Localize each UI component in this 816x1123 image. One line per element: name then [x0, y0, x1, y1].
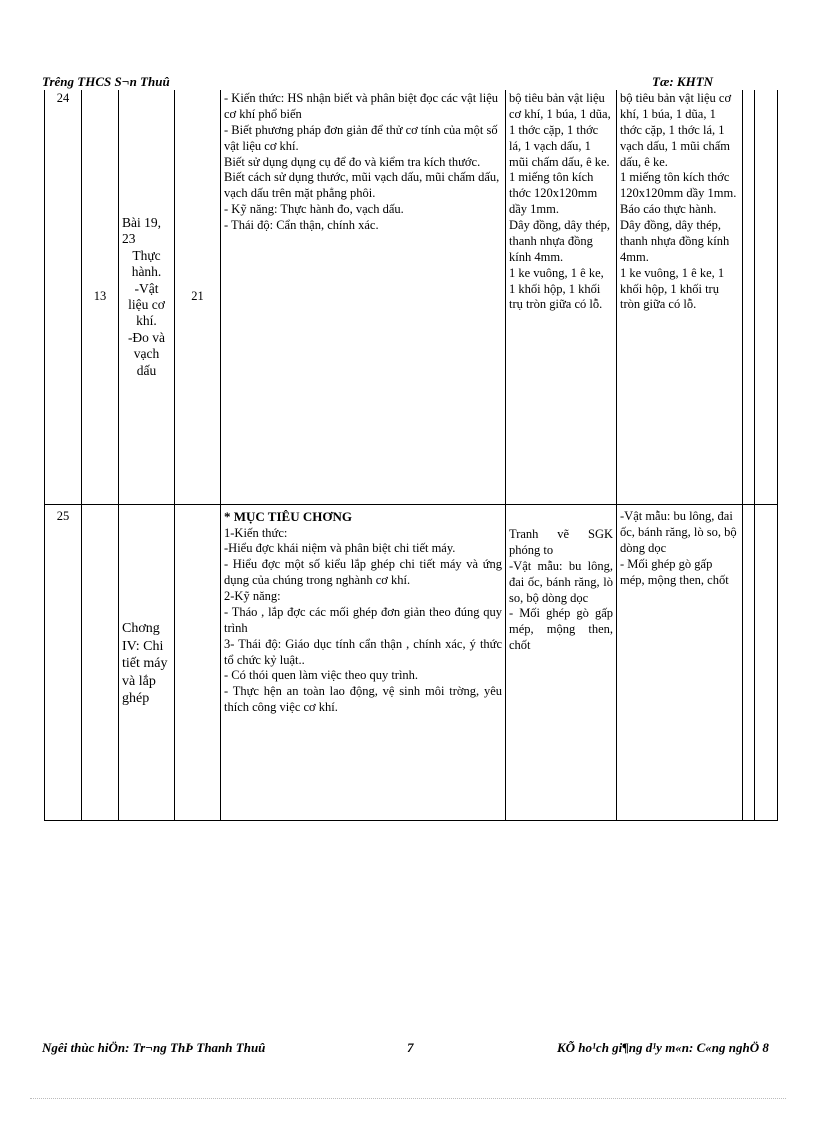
period-cell — [82, 505, 119, 821]
lesson-cell — [119, 505, 175, 821]
lesson-line: IV: Chi — [122, 638, 164, 654]
lesson-line: Bài 19, — [122, 214, 161, 230]
lesson-line: liệu cơ — [128, 297, 165, 312]
student-prep-cell — [617, 90, 743, 505]
prep-line: Báo cáo thực hành. — [620, 202, 717, 217]
goal-line: 1-Kiến thức: — [224, 525, 288, 540]
number-cell — [175, 505, 221, 821]
lesson-line: vạch — [133, 346, 160, 362]
prep-line: bộ tiêu bản vật liệu cơ khí, 1 búa, 1 dũa, 1 thớc cặp, 1 thớc lá, 1 vạch dấu, 1 mũi chấm dấu, ê ke. — [620, 91, 732, 169]
page-number: 7 — [407, 1040, 414, 1055]
plan-title: KÕ ho¹ch gi¶ng d¹y m«n: C«ng nghÖ 8 — [557, 1040, 769, 1055]
author-line: Ngêi thùc hiÖn: Tr¬ng ThÞ Thanh Thuû — [42, 1040, 266, 1055]
group-name: Tæ: KHTN — [652, 74, 714, 89]
week-cell: 25 — [45, 505, 82, 821]
lesson-line: 23 — [122, 231, 136, 247]
lesson-line: khí. — [136, 313, 157, 329]
goal-line: - Kiến thức: HS nhận biết và phân biệt đọc các vật liệu cơ khí phổ biến — [224, 91, 499, 121]
lesson-line: -Vật — [134, 280, 159, 296]
goal-line: - Hiểu đợc một số kiểu lắp ghép chi tiết máy và ứng dụng của chúng trong nghành cơ khí. — [224, 557, 502, 588]
prep-line: 1 miếng tôn kích thớc 120x120mm dầy 1mm. — [620, 170, 737, 201]
lesson-line: và lắp — [122, 673, 156, 689]
empty-cell — [743, 90, 755, 505]
prep-line: -Vật mẫu: bu lông, đai ốc, bánh răng, lò so, bộ dòng dọc — [620, 509, 737, 555]
prep-line: 1 miếng tôn kích thớc 120x120mm dầy 1mm. — [509, 170, 598, 217]
goal-line: - Có thói quen làm việc theo quy trình. — [224, 668, 419, 683]
goals-cell — [221, 505, 506, 821]
number-cell: 21 — [175, 90, 221, 505]
lesson-line: dấu — [136, 362, 157, 378]
goal-line: - Thái độ: Cẩn thận, chính xác. — [224, 218, 379, 232]
lesson-line: Thực — [132, 247, 161, 263]
footer-divider — [30, 1098, 786, 1099]
table-row — [45, 90, 778, 505]
table-row — [45, 505, 778, 821]
lesson-cell — [119, 90, 175, 505]
prep-line: Dây đồng, dây thép, thanh nhựa đồng kính 4mm. — [620, 218, 730, 264]
goal-line: 3- Thái độ: Giáo dục tính cẩn thận , chính xác, ý thức tổ chức kỷ luật.. — [224, 636, 502, 667]
prep-line: bộ tiêu bản vật liệu cơ khí, 1 búa, 1 dũa, 1 thớc cặp, 1 thớc lá, 1 vạch dấu, 1 mũi chấm dấu, ê ke. — [509, 91, 611, 169]
goal-line: Biết cách sử dụng thước, mũi vạch dấu, mũi chấm dấu, vạch dấu trên mặt phẳng phôi. — [224, 170, 500, 201]
empty-cell — [755, 505, 778, 821]
teacher-prep-cell — [506, 505, 617, 821]
goal-line: 2-Kỹ năng: — [224, 589, 281, 603]
period-cell: 13 — [82, 90, 119, 505]
teacher-prep-cell — [506, 90, 617, 505]
empty-cell — [755, 90, 778, 505]
lesson-line: Chơng — [122, 621, 160, 637]
prep-line: -Vật mẫu: bu lông, đai ốc, bánh răng, lò so, bộ dòng dọc — [509, 558, 613, 605]
week-cell: 24 — [45, 90, 82, 505]
lesson-line: hành. — [131, 264, 162, 280]
goal-line: - Thực hện an toàn lao động, vệ sinh môi trờng, yêu thích công việc cơ khí. — [224, 684, 502, 715]
lesson-line: tiết máy — [122, 656, 168, 672]
goal-line: - Biết phương pháp đơn giản để thử cơ tính của một số vật liệu cơ khí. — [224, 122, 498, 153]
lesson-line: -Đo và — [127, 329, 166, 345]
goal-line: -Hiểu đợc khái niệm và phân biệt chi tiết máy. — [224, 541, 456, 556]
prep-line: 1 ke vuông, 1 ê ke, 1 khối hộp, 1 khối trụ tròn giữa có lỗ. — [620, 265, 725, 312]
lesson-plan-table — [44, 90, 778, 821]
prep-line: - Mối ghép gò gấp mép, mộng then, chốt — [620, 556, 729, 587]
prep-line: Dây đồng, dây thép, thanh nhựa đồng kính 4mm. — [509, 218, 611, 264]
goal-line: - Kỹ năng: Thực hành đo, vạch dấu. — [224, 202, 404, 217]
goals-cell — [221, 90, 506, 505]
school-name: Trêng THCS S¬n Thuû — [42, 74, 170, 89]
goal-line: Biết sử dụng dụng cụ để đo và kiểm tra kích thước. — [224, 154, 481, 169]
goal-line: - Tháo , lắp đợc các mối ghép đơn giản theo đúng quy trình — [224, 604, 502, 635]
prep-line: 1 ke vuông, 1 ê ke, 1 khối hộp, 1 khối trụ tròn giữa có lỗ. — [509, 265, 604, 312]
empty-cell — [743, 505, 755, 821]
prep-line: - Mối ghép gò gấp mép, mộng then, chốt — [509, 606, 613, 653]
goal-title: * MỤC TIÊU CHƠNG — [224, 509, 352, 524]
student-prep-cell — [617, 505, 743, 821]
lesson-line: ghép — [122, 691, 150, 707]
prep-line: Tranh vẽ SGK phóng to — [509, 527, 613, 557]
